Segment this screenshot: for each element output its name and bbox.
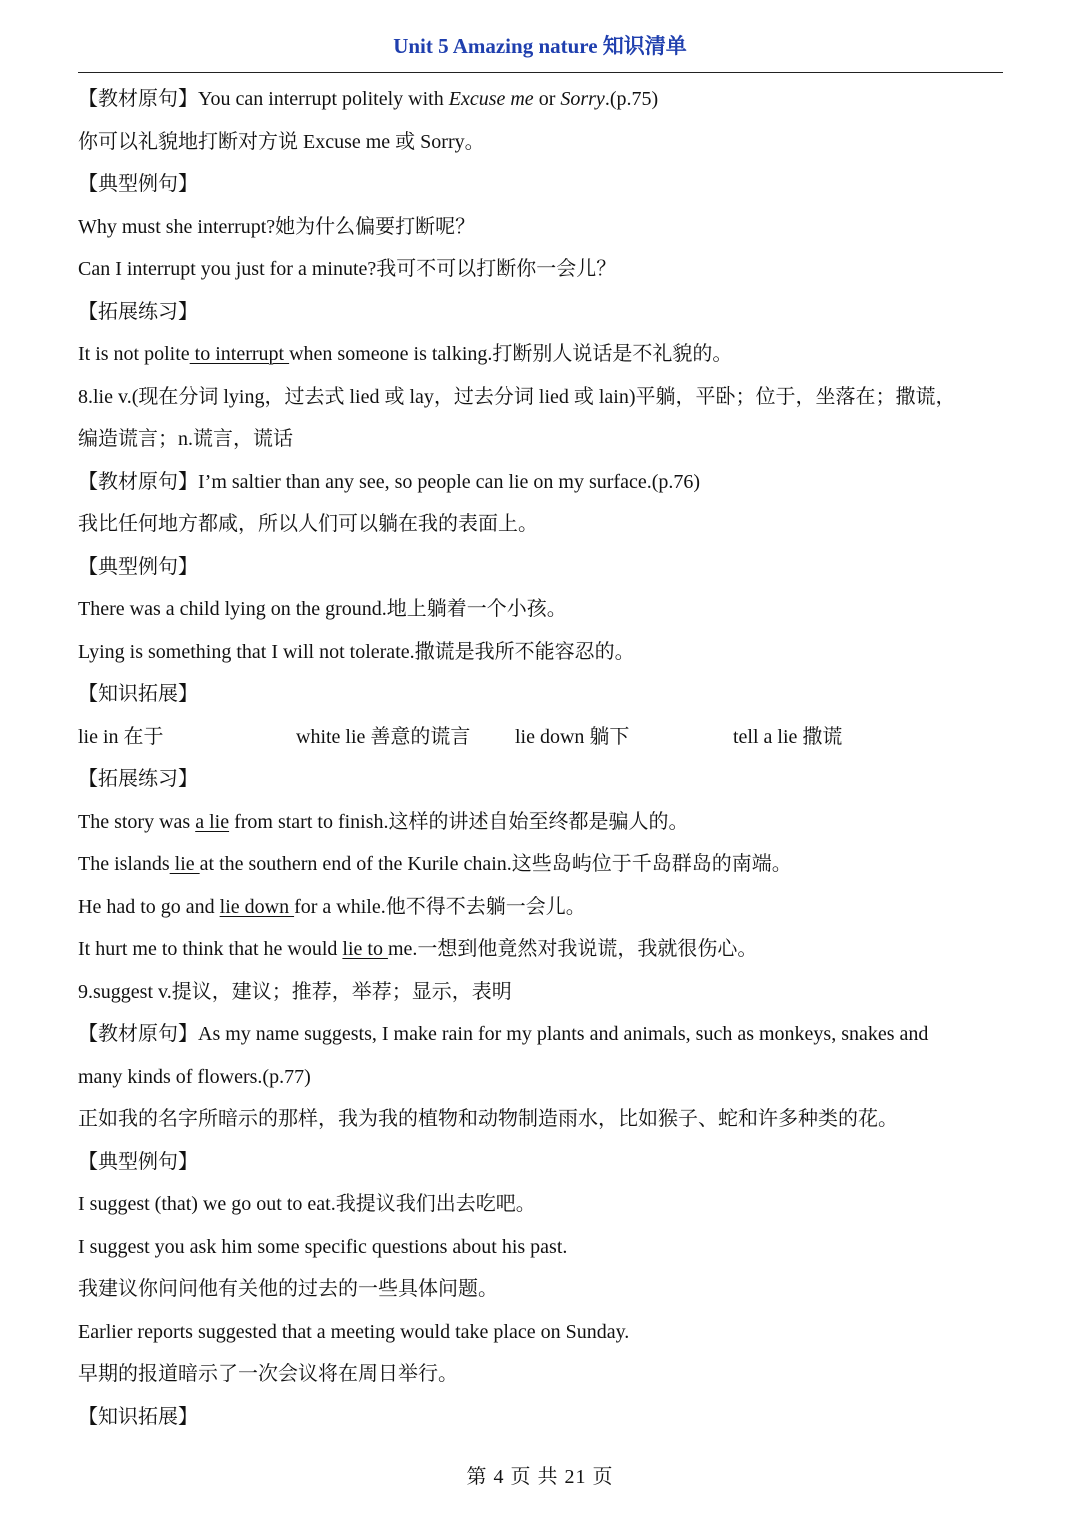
vocab-entry-continued: 编造谎言；n.谎言，谎话 [78, 428, 293, 450]
textbook-sentence-lie: 【教材原句】I’m saltier than any see, so people can lie on my surface.(p.76) [78, 470, 701, 493]
header-divider [78, 72, 1003, 73]
text-segment: for a while.他不得不去躺一会儿。 [294, 895, 586, 918]
vocab-entry-suggest: 9.suggest v.提议，建议；推荐，举荐；显示，表明 [78, 980, 512, 1003]
text-segment: when someone is talking.打断别人说话是不礼貌的。 [289, 343, 733, 365]
page-number: 第 4 页 共 21 页 [466, 1466, 614, 1488]
section-heading: 【典型例句】 [78, 1150, 198, 1173]
answer-blank: a lie [195, 810, 230, 833]
translation-line: 正如我的名字所暗示的那样，我为我的植物和动物制造雨水，比如猴子、蛇和许多种类的花。 [78, 1108, 898, 1130]
textbook-sentence-interrupt [78, 78, 1008, 121]
exercise-sentence [78, 801, 1008, 844]
example-sentence: Can I interrupt you just for a minute?我可不可以打断你一会儿？ [78, 258, 617, 280]
text-segment: at the southern end of the Kurile chain.这些岛屿位于千岛群岛的南端。 [199, 853, 792, 875]
text-segment: The islands [78, 853, 170, 875]
section-heading: 【知识拓展】 [78, 1405, 198, 1428]
phrase-item: lie in 在于 [78, 725, 164, 748]
textbook-sentence-suggest: 【教材原句】As my name suggests, I make rain for my plants and animals, such as monkeys, snakes and [78, 1023, 929, 1045]
text-segment: He had to go and [78, 895, 220, 918]
translation-line: 早期的报道暗示了一次会议将在周日举行。 [78, 1363, 458, 1385]
section-heading: 【拓展练习】 [78, 768, 198, 790]
example-sentence: Why must she interrupt?她为什么偏要打断呢？ [78, 215, 476, 238]
translation-line: 我比任何地方都咸，所以人们可以躺在我的表面上。 [78, 513, 538, 535]
italic-phrase: Sorry [560, 88, 605, 110]
text-segment: from start to finish.这样的讲述自始至终都是骗人的。 [229, 810, 689, 833]
document-body [78, 78, 1008, 1438]
example-sentence: I suggest you ask him some specific questions about his past. [78, 1235, 568, 1258]
text-segment: 【教材原句】You can interrupt politely with [78, 88, 449, 110]
textbook-sentence-continued: many kinds of flowers.(p.77) [78, 1065, 311, 1088]
phrase-list [78, 716, 1008, 759]
example-sentence: I suggest (that) we go out to eat.我提议我们出去吃吧。 [78, 1193, 536, 1215]
text-segment: me.一想到他竟然对我说谎，我就很伤心。 [387, 938, 758, 960]
phrase-item: white lie 善意的谎言 [296, 725, 471, 748]
phrase-item: tell a lie 撒谎 [733, 725, 843, 748]
translation-line: 我建议你问问他有关他的过去的一些具体问题。 [78, 1278, 498, 1300]
example-sentence: Earlier reports suggested that a meeting would take place on Sunday. [78, 1320, 630, 1343]
example-sentence: Lying is something that I will not tolerate.撒谎是我所不能容忍的。 [78, 640, 635, 663]
exercise-sentence [78, 928, 1008, 971]
document-header-title: Unit 5 Amazing nature 知识清单 [393, 34, 687, 58]
text-segment: or [533, 88, 561, 110]
text-segment: The story was [78, 810, 196, 833]
example-sentence: There was a child lying on the ground.地上躺着一个小孩。 [78, 598, 567, 620]
section-heading: 【知识拓展】 [78, 683, 198, 705]
text-segment: It is not polite [78, 343, 190, 365]
exercise-sentence [78, 843, 1008, 886]
exercise-sentence [78, 886, 1008, 929]
answer-blank: lie down [219, 895, 295, 918]
answer-blank: lie [169, 853, 200, 875]
italic-phrase: Excuse me [448, 88, 534, 110]
phrase-item: lie down 躺下 [515, 725, 630, 748]
answer-blank: to interrupt [189, 343, 290, 365]
section-heading: 【典型例句】 [78, 555, 198, 578]
vocab-entry-lie: 8.lie v.(现在分词 lying，过去式 lied 或 lay，过去分词 lied 或 lain)平躺，平卧；位于，坐落在；撒谎， [78, 385, 956, 408]
answer-blank: lie to [342, 938, 388, 960]
section-heading: 【拓展练习】 [78, 300, 198, 323]
text-segment: .(p.75) [604, 88, 659, 110]
text-segment: It hurt me to think that he would [78, 938, 343, 960]
translation-line: 你可以礼貌地打断对方说 Excuse me 或 Sorry。 [78, 130, 485, 153]
section-heading: 【典型例句】 [78, 173, 198, 195]
exercise-sentence [78, 333, 1008, 376]
